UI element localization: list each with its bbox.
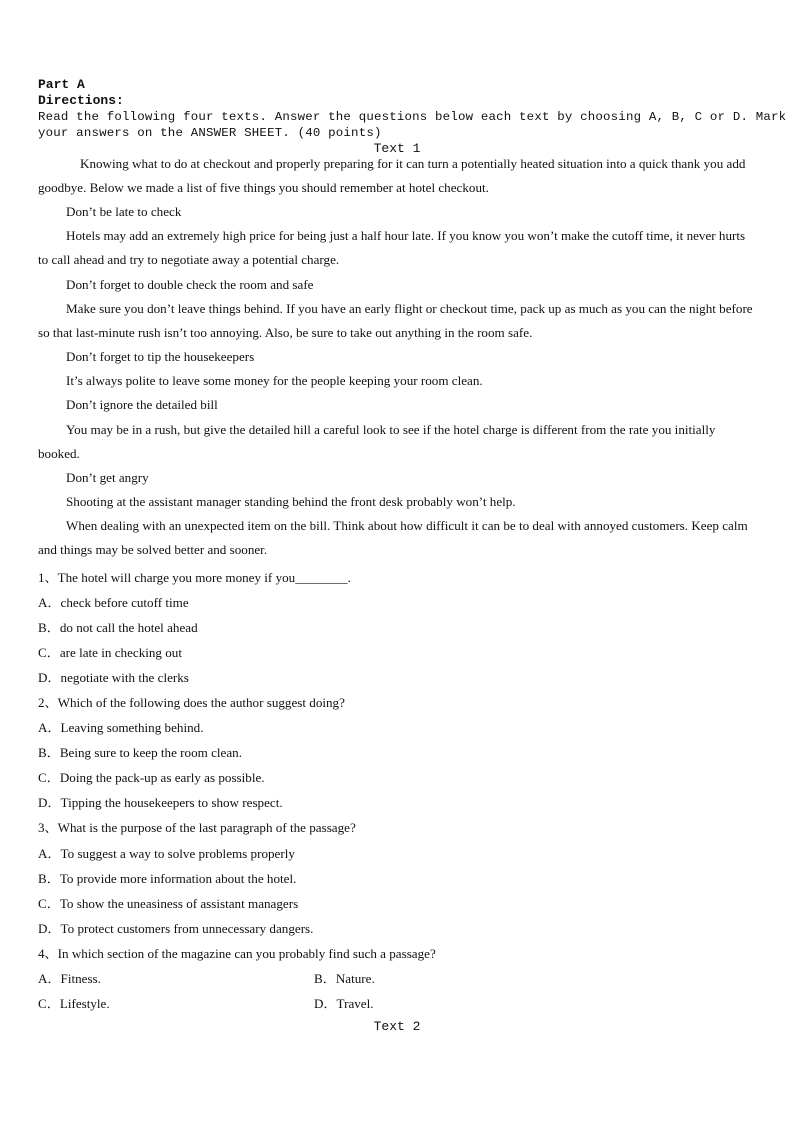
- question-1-option-d: D．negotiate with the clerks: [38, 670, 189, 685]
- question-4-stem: 4、In which section of the magazine can you probably find such a passage?: [38, 946, 436, 961]
- text-1-intro: Knowing what to do at checkout and properly preparing for it can turn a potentially heated situation into a quick thank you add goodbye. Below we made a list of five things you should remember at hotel checkout.: [38, 156, 746, 196]
- tip-4-heading: Don’t ignore the detailed bill: [66, 397, 218, 412]
- question-1-option-a: A．check before cutoff time: [38, 595, 189, 610]
- tip-5-body-1: Shooting at the assistant manager standing behind the front desk probably won’t help.: [66, 494, 516, 509]
- question-4-option-d: D．Travel.: [314, 996, 374, 1011]
- question-3-stem: 3、What is the purpose of the last paragraph of the passage?: [38, 820, 356, 835]
- tip-2-body: Make sure you don’t leave things behind. If you have an early flight or checkout time, pack up as much as you can the night before so that last-minute rush isn’t too annoying. Also, be sure to take out anything in the room safe.: [38, 301, 753, 341]
- question-3-option-d: D．To protect customers from unnecessary dangers.: [38, 921, 314, 936]
- question-2-stem: 2、Which of the following does the author suggest doing?: [38, 695, 345, 710]
- tip-1-heading: Don’t be late to check: [66, 204, 182, 219]
- question-2-option-b: B．Being sure to keep the room clean.: [38, 745, 242, 760]
- question-3-option-c: C．To show the uneasiness of assistant managers: [38, 896, 299, 911]
- text-2-title: Text 2: [373, 1019, 421, 1034]
- question-3-option-b: B．To provide more information about the hotel.: [38, 871, 297, 886]
- tip-3-body: It’s always polite to leave some money for the people keeping your room clean.: [66, 373, 483, 388]
- tip-2-heading: Don’t forget to double check the room and safe: [66, 277, 314, 292]
- part-label: Part A: [38, 77, 85, 92]
- tip-5-heading: Don’t get angry: [66, 470, 149, 485]
- question-2-option-a: A．Leaving something behind.: [38, 720, 204, 735]
- directions-line-1: Read the following four texts. Answer the questions below each text by choosing A, B, C or D. Mark: [38, 110, 787, 124]
- tip-4-body: You may be in a rush, but give the detailed hill a careful look to see if the hotel charge is different from the rate you initially booked.: [38, 422, 716, 462]
- question-4-option-c: C．Lifestyle.: [38, 996, 110, 1011]
- tip-5-body-2: When dealing with an unexpected item on the bill. Think about how difficult it can be to deal with annoyed customers. Keep calm and things may be solved better and sooner.: [38, 518, 748, 558]
- question-2-option-d: D．Tipping the housekeepers to show respect.: [38, 795, 283, 810]
- directions-label: Directions:: [38, 93, 124, 108]
- question-4-option-a: A．Fitness.: [38, 971, 101, 986]
- tip-3-heading: Don’t forget to tip the housekeepers: [66, 349, 255, 364]
- question-2-option-c: C．Doing the pack-up as early as possible.: [38, 770, 265, 785]
- question-3-option-a: A．To suggest a way to solve problems properly: [38, 846, 295, 861]
- question-1-stem: 1、The hotel will charge you more money if you________.: [38, 570, 351, 585]
- tip-1-body: Hotels may add an extremely high price for being just a half hour late. If you know you won’t make the cutoff time, it never hurts to call ahead and try to negotiate away a potential charge.: [38, 228, 746, 268]
- text-1-title: Text 1: [373, 141, 421, 156]
- question-4-option-b: B．Nature.: [314, 971, 375, 986]
- question-1-option-b: B．do not call the hotel ahead: [38, 620, 198, 635]
- directions-line-2: your answers on the ANSWER SHEET. (40 points): [38, 126, 382, 140]
- question-1-option-c: C．are late in checking out: [38, 645, 182, 660]
